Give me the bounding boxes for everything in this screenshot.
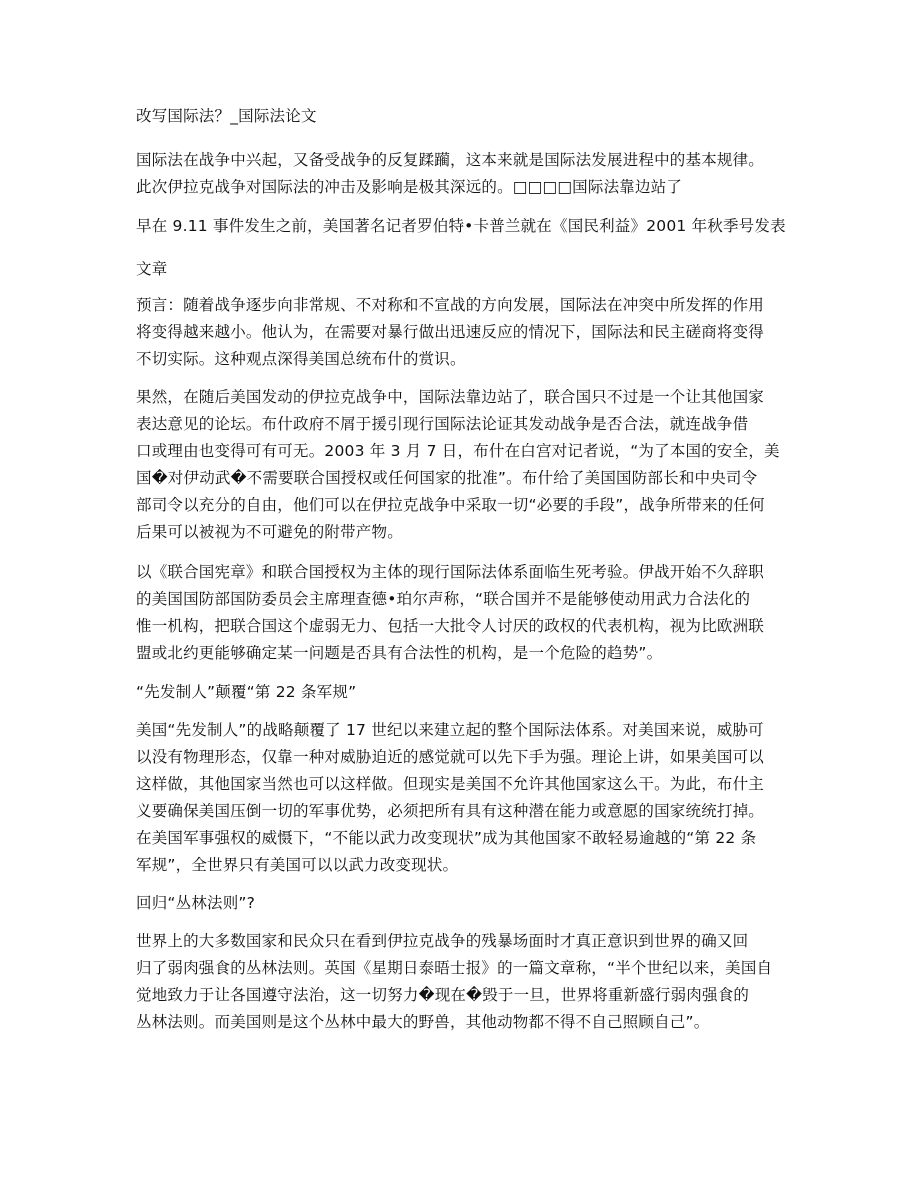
paragraph-un-charter xyxy=(136,559,786,667)
text-line: 表达意见的论坛。布什政府不屑于援引现行国际法论证其发动战争是否合法，就连战争借 xyxy=(136,415,749,433)
text-line: 归了弱肉强食的丛林法则。英国《星期日泰晤士报》的一篇文章称，“半个世纪以来，美国自 xyxy=(136,959,773,977)
text-line: “先发制人”颠覆“第 22 条军规” xyxy=(136,683,357,701)
text-line: 以没有物理形态，仅靠一种对威胁迫近的感觉就可以先下手为强。理论上讲，如果美国可以 xyxy=(136,748,765,766)
paragraph-iraq-war xyxy=(136,384,786,546)
text-line: 以《联合国宪章》和联合国授权为主体的现行国际法体系面临生死考验。伊战开始不久辞职 xyxy=(136,563,765,581)
text-line: 此次伊拉克战争对国际法的冲击及影响是极其深远的。□□□□国际法靠边站了 xyxy=(136,178,683,196)
heading-jungle xyxy=(136,890,786,917)
text-line: 文章 xyxy=(136,260,168,278)
text-line: 丛林法则。而美国则是这个丛林中最大的野兽，其他动物都不得不自己照顾自己”。 xyxy=(136,1013,710,1031)
paragraph-preemption xyxy=(136,717,786,879)
text-line: 觉地致力于让各国遵守法治，这一切努力�现在�毁于一旦，世界将重新盛行弱肉强食的 xyxy=(136,986,750,1004)
text-line: 国�对伊动武�不需要联合国授权或任何国家的批准”。布什给了美国国防部长和中央司令 xyxy=(136,469,758,487)
text-line: 在美国军事强权的威慑下，“不能以武力改变现状”成为其他国家不敢轻易逾越的“第 22 条 xyxy=(136,829,757,847)
text-line: 后果可以被视为不可避免的附带产物。 xyxy=(136,523,403,541)
text-line: 国际法在战争中兴起，又备受战争的反复蹂躏，这本来就是国际法发展进程中的基本规律。 xyxy=(136,151,765,169)
paragraph-intro xyxy=(136,147,786,201)
text-line: 果然，在随后美国发动的伊拉克战争中，国际法靠边站了，联合国只不过是一个让其他国家 xyxy=(136,388,765,406)
text-line: 盟或北约更能够确定某一问题是否具有合法性的机构，是一个危险的趋势”。 xyxy=(136,644,663,662)
text-line: 不切实际。这种观点深得美国总统布什的赏识。 xyxy=(136,350,466,368)
paragraph-article xyxy=(136,256,786,283)
text-line: 世界上的大多数国家和民众只在看到伊拉克战争的残暴场面时才真正意识到世界的确又回 xyxy=(136,932,749,950)
text-line: 惟一机构，把联合国这个虚弱无力、包括一大批令人讨厌的政权的代表机构，视为比欧洲联 xyxy=(136,617,765,635)
text-line: 的美国国防部国防委员会主席理查德•珀尔声称，“联合国并不是能够使动用武力合法化的 xyxy=(136,590,751,608)
text-line: 军规”，全世界只有美国可以以武力改变现状。 xyxy=(136,856,459,874)
text-line: 改写国际法？_国际法论文 xyxy=(136,107,317,125)
text-line: 口或理由也变得可有可无。2003 年 3 月 7 日，布什在白宫对记者说，“为了本国的安全，美 xyxy=(136,442,780,460)
paragraph-jungle xyxy=(136,928,786,1036)
text-line: 早在 9.11 事件发生之前，美国著名记者罗伯特•卡普兰就在《国民利益》2001 年秋季号发表 xyxy=(136,217,786,235)
text-line: 这样做，其他国家当然也可以这样做。但现实是美国不允许其他国家这么干。为此，布什主 xyxy=(136,775,765,793)
paragraph-early-911 xyxy=(136,213,786,240)
paragraph-prediction xyxy=(136,292,786,373)
text-line: 美国“先发制人”的战略颠覆了 17 世纪以来建立起的整个国际法体系。对美国来说，威胁可 xyxy=(136,721,764,739)
text-line: 将变得越来越小。他认为，在需要对暴行做出迅速反应的情况下，国际法和民主磋商将变得 xyxy=(136,323,765,341)
text-line: 回归“丛林法则”? xyxy=(136,894,256,912)
text-line: 部司令以充分的自由，他们可以在伊拉克战争中采取一切“必要的手段”，战争所带来的任何 xyxy=(136,496,765,514)
text-line: 义要确保美国压倒一切的军事优势，必须把所有具有这种潜在能力或意愿的国家统统打掉。 xyxy=(136,802,765,820)
text-line: 预言：随着战争逐步向非常规、不对称和不宣战的方向发展，国际法在冲突中所发挥的作用 xyxy=(136,296,765,314)
heading-preemption xyxy=(136,679,786,706)
document-title xyxy=(136,103,786,130)
